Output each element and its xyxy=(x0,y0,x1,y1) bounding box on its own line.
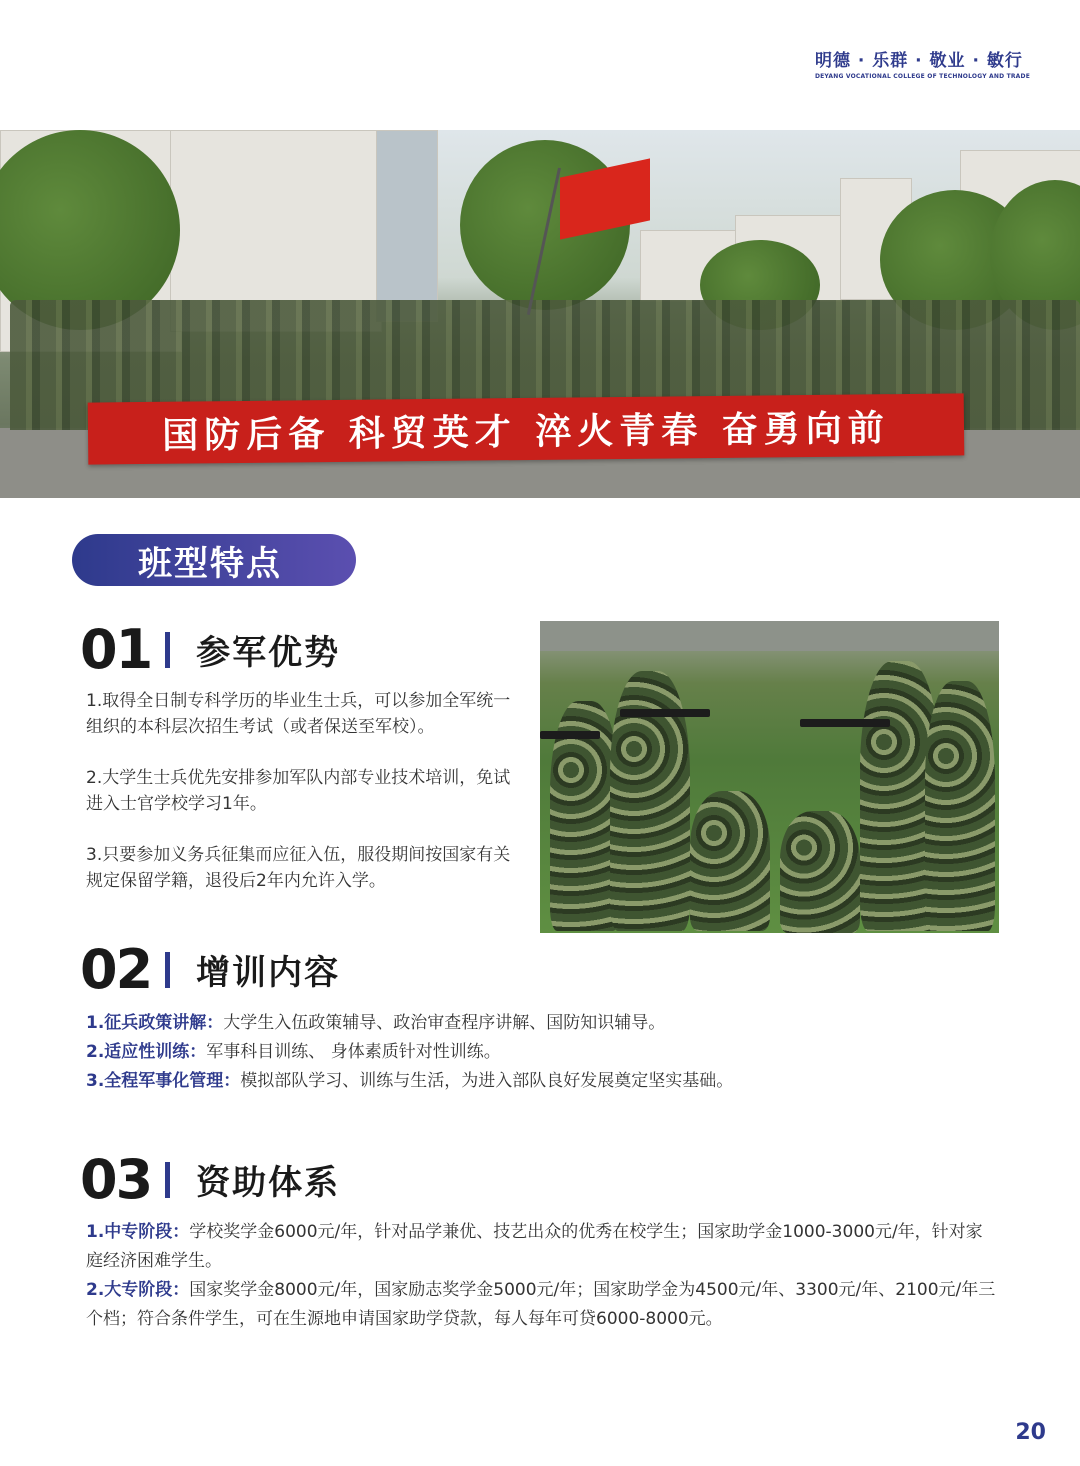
section-01-item: 1.取得全日制专科学历的毕业生士兵，可以参加全军统一组织的本科层次招生考试（或者保送至军校）。 xyxy=(86,691,511,737)
section-03-heading xyxy=(80,1148,340,1211)
item-text: 大学生入伍政策辅导、政治审查程序讲解、国防知识辅导。 xyxy=(223,1013,666,1033)
section-01-item: 2.大学生士兵优先安排参加军队内部专业技术培训，免试进入士官学校学习1年。 xyxy=(86,768,511,814)
section-number: 01 xyxy=(80,618,152,681)
item-text: 军事科目训练、 身体素质针对性训练。 xyxy=(206,1042,501,1062)
rifle xyxy=(800,719,890,727)
section-number: 02 xyxy=(80,938,152,1001)
section-02-heading xyxy=(80,938,340,1001)
section-03-item xyxy=(86,1218,996,1276)
item-text: 学校奖学金6000元/年，针对品学兼优、技艺出众的优秀在校学生；国家助学金1000-3000元/年，针对家庭经济困难学生。 xyxy=(86,1222,983,1271)
soldier xyxy=(780,811,860,933)
section-divider xyxy=(165,952,170,988)
section-02-item xyxy=(86,1039,986,1065)
rifle xyxy=(540,731,600,739)
item-text: 国家奖学金8000元/年，国家励志奖学金5000元/年；国家助学金为4500元/年、3300元/年、2100元/年三个档；符合条件学生，可在生源地申请国家助学贷款，每人每年可贷6000-8000元。 xyxy=(86,1280,996,1329)
section-title: 参军优势 xyxy=(196,633,341,673)
section-title: 增训内容 xyxy=(196,953,341,993)
item-label: 1.征兵政策讲解： xyxy=(86,1013,224,1033)
overpass xyxy=(540,621,999,651)
soldier xyxy=(690,791,770,931)
section-01-heading xyxy=(80,618,340,681)
header-motto-block xyxy=(815,46,1030,80)
item-label: 3.全程军事化管理： xyxy=(86,1071,241,1091)
soldier xyxy=(925,681,995,931)
section-pill-title: 班型特点 xyxy=(72,534,356,586)
item-label: 2.适应性训练： xyxy=(86,1042,207,1062)
section-03-item xyxy=(86,1276,996,1334)
section-02-item xyxy=(86,1010,986,1036)
training-photo xyxy=(540,621,999,933)
item-label: 1.中专阶段： xyxy=(86,1222,190,1242)
section-divider xyxy=(165,1162,170,1198)
college-english-name: DEYANG VOCATIONAL COLLEGE OF TECHNOLOGY AND TRADE xyxy=(814,73,1030,80)
section-title: 资助体系 xyxy=(196,1163,341,1203)
page-number: 20 xyxy=(1015,1420,1046,1445)
hero-banner: 国防后备 科贸英才 淬火青春 奋勇向前 xyxy=(88,393,965,464)
section-01-item: 3.只要参加义务兵征集而应征入伍，服役期间按国家有关规定保留学籍，退役后2年内允许入学。 xyxy=(86,845,511,891)
rifle xyxy=(620,709,710,717)
section-divider xyxy=(165,632,170,668)
section-number: 03 xyxy=(80,1148,152,1211)
item-label: 2.大专阶段： xyxy=(86,1280,190,1300)
motto-text: 明德 · 乐群 · 敬业 · 敏行 xyxy=(814,51,1023,71)
item-text: 模拟部队学习、训练与生活，为进入部队良好发展奠定坚实基础。 xyxy=(240,1071,734,1091)
section-02-item xyxy=(86,1068,986,1094)
building xyxy=(376,130,438,322)
